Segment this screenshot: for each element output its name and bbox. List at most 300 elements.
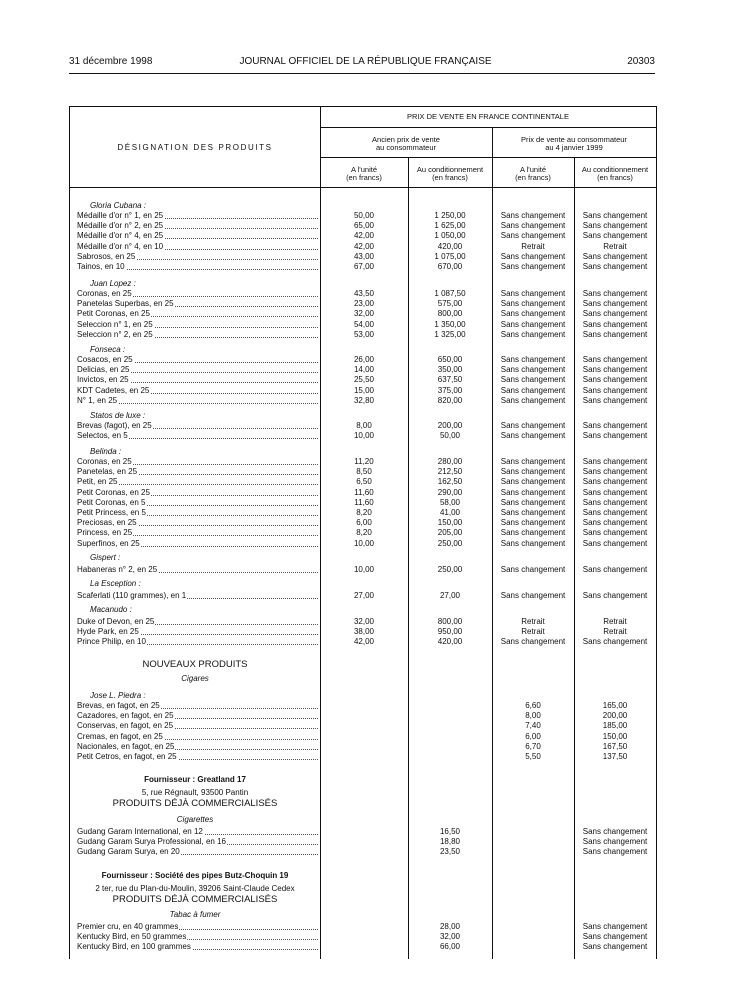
new-unit-price: Sans changement: [500, 508, 566, 517]
product-name: [77, 637, 318, 647]
old-pack-price: 1 250,00: [434, 211, 466, 220]
product-name-text: Delicias, en 25: [77, 365, 130, 375]
new-pack-price: Sans changement: [582, 538, 648, 548]
product-name-text: N° 1, en 25: [77, 395, 118, 405]
new-pack-price: Sans changement: [582, 365, 648, 375]
old-unit-price: 8,20: [356, 528, 372, 538]
supplier-heading: Fournisseur : Société des pipes Butz-Choquin 19: [101, 871, 289, 880]
product-name-text: Médaille d'or n° 4, en 10: [77, 241, 164, 251]
new-unit-price: Sans changement: [500, 309, 566, 319]
product-name: [77, 508, 318, 518]
pack-header-line1: Au conditionnement: [581, 165, 649, 174]
old-unit-price: 65,00: [353, 221, 375, 231]
old-pack-price: 212,50: [437, 467, 463, 477]
new-pack-price: Sans changement: [582, 518, 648, 528]
supplier-address: 2 ter, rue du Plan-du-Moulin, 39206 Saint-Claude Cedex: [95, 884, 295, 893]
new-pack-price: Sans changement: [582, 421, 648, 430]
new-pack-price: 167,50: [602, 741, 628, 751]
product-name-text: Invictos, en 25: [77, 375, 129, 385]
new-pack-price: Sans changement: [582, 355, 648, 364]
product-name-text: Nacionales, en fagot, en 25: [77, 741, 175, 751]
old-price-header: [320, 136, 492, 152]
new-unit-price: Retrait: [521, 627, 545, 637]
new-pack-price: Sans changement: [582, 395, 648, 405]
table-row: [70, 386, 656, 396]
product-name-text: Brevas (fagot), en 25: [77, 421, 152, 430]
new-pack-price: 165,00: [602, 701, 628, 710]
new-unit-price: Sans changement: [500, 637, 566, 647]
table-row: [70, 752, 656, 762]
product-name: [77, 837, 318, 847]
new-unit-price: Sans changement: [500, 319, 566, 329]
old-unit-price: 23,00: [353, 299, 375, 309]
price-group-header: PRIX DE VENTE EN FRANCE CONTINENTALE: [407, 112, 569, 121]
product-name-text: Petit Princess, en 5: [77, 508, 146, 517]
product-name: [77, 827, 318, 837]
old-pack-price: 18,80: [439, 837, 461, 847]
old-unit-price: 32,80: [353, 395, 375, 405]
product-name-text: Tainos, en 10: [77, 262, 125, 271]
product-name: [77, 221, 318, 231]
category-heading-cigarettes: Cigarettes: [176, 815, 214, 824]
new-pack-price: Sans changement: [582, 231, 648, 241]
old-pack-price: 1 350,00: [434, 319, 466, 329]
new-unit-price: Sans changement: [500, 421, 566, 430]
new-pack-price: Sans changement: [582, 309, 648, 319]
new-pack-price: Sans changement: [582, 251, 648, 261]
table-row: [70, 627, 656, 637]
product-name-text: Panetelas, en 25: [77, 467, 138, 477]
old-unit-price: 10,00: [353, 565, 375, 574]
table-row: [70, 528, 656, 538]
product-name-text: Preciosas, en 25: [77, 518, 137, 528]
old-pack-price: 66,00: [439, 942, 461, 952]
new-pack-price: Sans changement: [582, 922, 648, 931]
table-row: [70, 591, 656, 601]
category-heading-tabac: Tabac à fumer: [169, 910, 221, 919]
product-name: [77, 565, 318, 575]
header-page-number: 20303: [627, 56, 655, 67]
table-row: [70, 477, 656, 487]
brand-heading: Gispert :: [90, 553, 121, 562]
old-pack-price: 1 625,00: [434, 221, 466, 231]
product-name-text: KDT Cadetes, en 25: [77, 385, 150, 395]
product-name-text: Seleccion n° 1, en 25: [77, 319, 153, 329]
table-row: [70, 539, 656, 549]
product-name-text: Petit Coronas, en 25: [77, 309, 150, 319]
pack-header-line2: (en francs): [432, 173, 468, 182]
old-pack-price: 32,00: [439, 932, 461, 942]
brand-heading: La Esception :: [90, 579, 141, 588]
table-row: [70, 375, 656, 385]
product-name: [77, 539, 318, 549]
new-unit-price: Sans changement: [500, 431, 566, 441]
product-name: [77, 421, 318, 431]
new-pack-price: Sans changement: [582, 477, 648, 487]
new-unit-price: Sans changement: [500, 221, 566, 231]
product-name: [77, 617, 318, 627]
product-name: [77, 498, 318, 508]
product-name: [77, 299, 318, 309]
table-row: [70, 942, 656, 952]
new-pack-price: Sans changement: [582, 375, 648, 385]
new-unit-header: [492, 166, 574, 182]
old-unit-header: [320, 166, 408, 182]
product-name: [77, 320, 318, 330]
product-name-text: Coronas, en 25: [77, 457, 132, 466]
unit-header-line2: (en francs): [515, 173, 551, 182]
new-unit-price: Sans changement: [500, 375, 566, 385]
old-pack-price: 800,00: [437, 309, 463, 319]
section-heading-existing-products: PRODUITS DÉJÀ COMMERCIALISÉS: [112, 894, 278, 905]
brand-heading: Belinda :: [90, 447, 122, 456]
product-name-text: Petit Coronas, en 25: [77, 487, 150, 497]
unit-header-line1: A l'unité: [519, 165, 547, 174]
new-unit-price: Sans changement: [500, 487, 566, 497]
new-unit-price: Sans changement: [500, 211, 566, 220]
product-name: [77, 742, 318, 752]
old-pack-price: 27,00: [439, 591, 461, 600]
old-unit-price: 43,00: [353, 251, 375, 261]
unit-header-line2: (en francs): [346, 173, 382, 182]
new-price-header-line1: Prix de vente au consommateur: [521, 135, 627, 144]
product-name: [77, 309, 318, 319]
product-name: [77, 922, 318, 932]
new-pack-price: Sans changement: [582, 508, 648, 517]
product-name: [77, 365, 318, 375]
new-unit-price: Sans changement: [500, 518, 566, 528]
old-pack-price: 375,00: [437, 385, 463, 395]
new-pack-price: 185,00: [602, 721, 628, 731]
new-unit-price: Sans changement: [500, 289, 566, 298]
old-unit-price: 8,20: [356, 508, 372, 517]
new-pack-price: Sans changement: [582, 487, 648, 497]
old-pack-price: 250,00: [437, 565, 463, 574]
table-row: [70, 457, 656, 467]
old-unit-price: 25,50: [353, 375, 375, 385]
old-pack-price: 575,00: [437, 299, 463, 309]
table-row: [70, 837, 656, 847]
product-name-text: Kentucky Bird, en 100 grammes: [77, 942, 191, 952]
product-name: [77, 467, 318, 477]
table-row: [70, 565, 656, 575]
new-pack-price: Sans changement: [582, 591, 648, 600]
new-pack-price: Sans changement: [582, 329, 648, 339]
designation-header: DÉSIGNATION DES PRODUITS: [117, 143, 273, 152]
table-row: [70, 289, 656, 299]
new-pack-price: Retrait: [603, 617, 627, 626]
new-pack-price: 200,00: [602, 711, 628, 721]
product-name: [77, 231, 318, 241]
new-unit-price: Sans changement: [500, 457, 566, 466]
table-row: [70, 498, 656, 508]
new-pack-price: Sans changement: [582, 847, 648, 857]
product-name-text: Petit Coronas, en 5: [77, 497, 146, 507]
table-row: [70, 847, 656, 857]
category-heading-cigares: Cigares: [181, 674, 209, 683]
product-name-text: Kentucky Bird, en 50 grammes: [77, 932, 187, 942]
table-row: [70, 299, 656, 309]
new-unit-price: Sans changement: [500, 538, 566, 548]
old-unit-price: 8,00: [356, 421, 372, 430]
product-name-text: Princess, en 25: [77, 528, 133, 538]
product-name-text: Superfinos, en 25: [77, 538, 140, 548]
product-name: [77, 732, 318, 742]
product-name-text: Prince Philip, en 10: [77, 637, 146, 647]
product-name: [77, 752, 318, 762]
old-unit-price: 54,00: [353, 319, 375, 329]
old-pack-price: 1 325,00: [434, 329, 466, 339]
new-unit-price: Sans changement: [500, 385, 566, 395]
new-pack-price: Sans changement: [582, 932, 648, 942]
product-name: [77, 330, 318, 340]
table-row: [70, 421, 656, 431]
new-pack-price: Sans changement: [582, 565, 648, 574]
product-name: [77, 591, 318, 601]
old-pack-price: 650,00: [437, 355, 463, 364]
product-name-text: Duke of Devon, en 25: [77, 617, 155, 626]
product-name: [77, 711, 318, 721]
product-name-text: Selectos, en 5: [77, 431, 128, 441]
product-name-text: Premier cru, en 40 grammes: [77, 922, 179, 931]
old-unit-price: 32,00: [353, 309, 375, 319]
product-name: [77, 847, 318, 857]
header-divider: [320, 157, 656, 158]
product-name: [77, 932, 318, 942]
new-pack-price: 150,00: [602, 731, 628, 741]
product-name: [77, 375, 318, 385]
new-unit-price: Sans changement: [500, 329, 566, 339]
product-name-text: Gudang Garam Surya Professional, en 16: [77, 837, 226, 847]
new-unit-price: Sans changement: [500, 565, 566, 574]
product-name-text: Gudang Garam Surya, en 20: [77, 847, 180, 857]
old-pack-price: 950,00: [437, 627, 463, 637]
new-unit-price: 6,00: [525, 731, 541, 741]
new-unit-price: Sans changement: [500, 299, 566, 309]
old-price-header-line1: Ancien prix de vente: [372, 135, 440, 144]
new-unit-price: 6,60: [525, 701, 541, 710]
product-name-text: Petit Cetros, en fagot, en 25: [77, 752, 177, 761]
old-pack-price: 1 050,00: [434, 231, 466, 241]
table-row: [70, 637, 656, 647]
new-unit-price: Retrait: [521, 241, 545, 251]
product-name-text: Cremas, en fagot, en 25: [77, 731, 163, 741]
header-rule: [69, 73, 655, 74]
old-pack-price: 205,00: [437, 528, 463, 538]
old-unit-price: 67,00: [353, 262, 375, 271]
product-name: [77, 289, 318, 299]
new-pack-price: Sans changement: [582, 431, 648, 441]
product-name: [77, 386, 318, 396]
new-pack-price: Retrait: [603, 241, 627, 251]
table-row: [70, 518, 656, 528]
brand-heading: Juan Lopez :: [90, 279, 136, 288]
product-name: [77, 242, 318, 252]
product-name: [77, 396, 318, 406]
product-name-text: Médaille d'or n° 4, en 25: [77, 231, 164, 241]
table-row: [70, 396, 656, 406]
new-pack-price: Sans changement: [582, 299, 648, 309]
old-unit-price: 11,60: [354, 497, 374, 507]
old-unit-price: 6,50: [356, 477, 372, 487]
table-row: [70, 508, 656, 518]
old-unit-price: 26,00: [353, 355, 375, 364]
old-pack-price: 1 075,00: [434, 251, 466, 261]
new-unit-price: Sans changement: [500, 355, 566, 364]
table-row: [70, 732, 656, 742]
old-pack-price: 637,50: [437, 375, 463, 385]
product-name: [77, 627, 318, 637]
product-name-text: Médaille d'or n° 2, en 25: [77, 221, 164, 231]
table-row: [70, 231, 656, 241]
old-unit-price: 27,00: [353, 591, 375, 600]
old-unit-price: 43,50: [353, 289, 375, 298]
section-heading-new-products: NOUVEAUX PRODUITS: [142, 659, 248, 670]
supplier-address: 5, rue Régnault, 93500 Pantin: [141, 788, 249, 797]
table-row: [70, 721, 656, 731]
old-pack-price: 820,00: [437, 395, 463, 405]
table-row: [70, 211, 656, 221]
product-name-text: Brevas, en fagot, en 25: [77, 701, 160, 710]
new-pack-price: Sans changement: [582, 262, 648, 271]
table-row: [70, 467, 656, 477]
product-name: [77, 528, 318, 538]
new-pack-price: Sans changement: [582, 221, 648, 231]
table-row: [70, 355, 656, 365]
table-row: [70, 431, 656, 441]
new-price-header: [492, 136, 656, 152]
old-unit-price: 42,00: [353, 637, 375, 647]
table-row: [70, 252, 656, 262]
new-unit-price: Sans changement: [500, 395, 566, 405]
product-name: [77, 211, 318, 221]
new-pack-price: Sans changement: [582, 289, 648, 298]
header-date: 31 décembre 1998: [69, 56, 153, 67]
new-unit-price: Sans changement: [500, 365, 566, 375]
old-pack-price: 350,00: [437, 365, 463, 375]
new-pack-price: Sans changement: [582, 942, 648, 952]
new-pack-price: Sans changement: [582, 637, 648, 647]
old-unit-price: 42,00: [353, 241, 375, 251]
pack-header-line2: (en francs): [597, 173, 633, 182]
product-name-text: Hyde Park, en 25: [77, 627, 139, 637]
table-row: [70, 320, 656, 330]
new-pack-price: Sans changement: [582, 497, 648, 507]
product-name-text: Sabrosos, en 25: [77, 251, 136, 261]
product-name-text: Conservas, en fagot, en 25: [77, 721, 174, 731]
new-pack-price: Sans changement: [582, 457, 648, 466]
old-pack-price: 41,00: [439, 508, 461, 517]
old-pack-price: 200,00: [437, 421, 463, 430]
new-pack-price: Sans changement: [582, 211, 648, 220]
product-name-text: Médaille d'or n° 1, en 25: [77, 211, 164, 220]
old-pack-price: 1 087,50: [434, 289, 466, 298]
new-pack-price: Sans changement: [582, 467, 648, 477]
old-unit-price: 8,50: [356, 467, 372, 477]
product-name: [77, 488, 318, 498]
table-row: [70, 742, 656, 752]
table-row: [70, 488, 656, 498]
new-unit-price: 8,00: [525, 711, 541, 721]
table-row: [70, 330, 656, 340]
new-pack-price: Sans changement: [582, 385, 648, 395]
old-unit-price: 10,00: [353, 431, 375, 441]
product-name: [77, 262, 318, 272]
old-unit-price: 11,60: [354, 487, 374, 497]
old-unit-price: 15,00: [353, 385, 375, 395]
old-pack-price: 420,00: [437, 241, 463, 251]
product-name: [77, 431, 318, 441]
old-pack-price: 250,00: [437, 538, 463, 548]
new-unit-price: Sans changement: [500, 477, 566, 487]
new-unit-price: Sans changement: [500, 231, 566, 241]
brand-heading: Statos de luxe :: [90, 411, 146, 420]
product-name-text: Seleccion n° 2, en 25: [77, 329, 153, 339]
product-name: [77, 355, 318, 365]
old-pack-header: [408, 166, 492, 182]
old-unit-price: 11,20: [354, 457, 374, 466]
table-row: [70, 701, 656, 711]
old-pack-price: 16,50: [439, 827, 461, 836]
old-pack-price: 58,00: [439, 497, 461, 507]
product-name-text: Coronas, en 25: [77, 289, 132, 298]
new-pack-price: Sans changement: [582, 827, 648, 836]
new-unit-price: Sans changement: [500, 251, 566, 261]
table-row: [70, 262, 656, 272]
product-name-text: Gudang Garam International, en 12: [77, 827, 203, 836]
pack-header-line1: Au conditionnement: [416, 165, 484, 174]
old-unit-price: 14,00: [353, 365, 375, 375]
new-unit-price: Sans changement: [500, 528, 566, 538]
table-row: [70, 309, 656, 319]
old-unit-price: 10,00: [353, 538, 375, 548]
old-pack-price: 150,00: [437, 518, 463, 528]
product-name: [77, 477, 318, 487]
product-name: [77, 457, 318, 467]
brand-heading: Macanudo :: [90, 605, 132, 614]
old-unit-price: 50,00: [353, 211, 375, 220]
table-row: [70, 932, 656, 942]
header-divider: [320, 127, 656, 128]
product-name: [77, 942, 318, 952]
product-name: [77, 701, 318, 711]
old-pack-price: 162,50: [437, 477, 463, 487]
new-pack-price: Sans changement: [582, 528, 648, 538]
old-pack-price: 290,00: [437, 487, 463, 497]
unit-header-line1: A l'unité: [350, 165, 378, 174]
new-pack-header: [574, 166, 656, 182]
new-unit-price: 6,70: [525, 741, 541, 751]
old-unit-price: 6,00: [356, 518, 372, 528]
new-unit-price: Sans changement: [500, 591, 566, 600]
product-name: [77, 252, 318, 262]
price-table: [69, 106, 657, 959]
new-price-header-line2: au 4 janvier 1999: [545, 143, 603, 152]
product-name-text: Petit, en 25: [77, 477, 118, 487]
product-name-text: Cazadores, en fagot, en 25: [77, 711, 174, 721]
section-heading-existing-products: PRODUITS DÉJÀ COMMERCIALISÉS: [112, 798, 278, 809]
table-row: [70, 922, 656, 932]
product-name: [77, 518, 318, 528]
table-row: [70, 617, 656, 627]
new-pack-price: Retrait: [603, 627, 627, 637]
table-row: [70, 827, 656, 837]
old-pack-price: 670,00: [437, 262, 463, 271]
table-row: [70, 365, 656, 375]
old-unit-price: 53,00: [353, 329, 375, 339]
old-pack-price: 23,50: [439, 847, 461, 857]
old-unit-price: 42,00: [353, 231, 375, 241]
